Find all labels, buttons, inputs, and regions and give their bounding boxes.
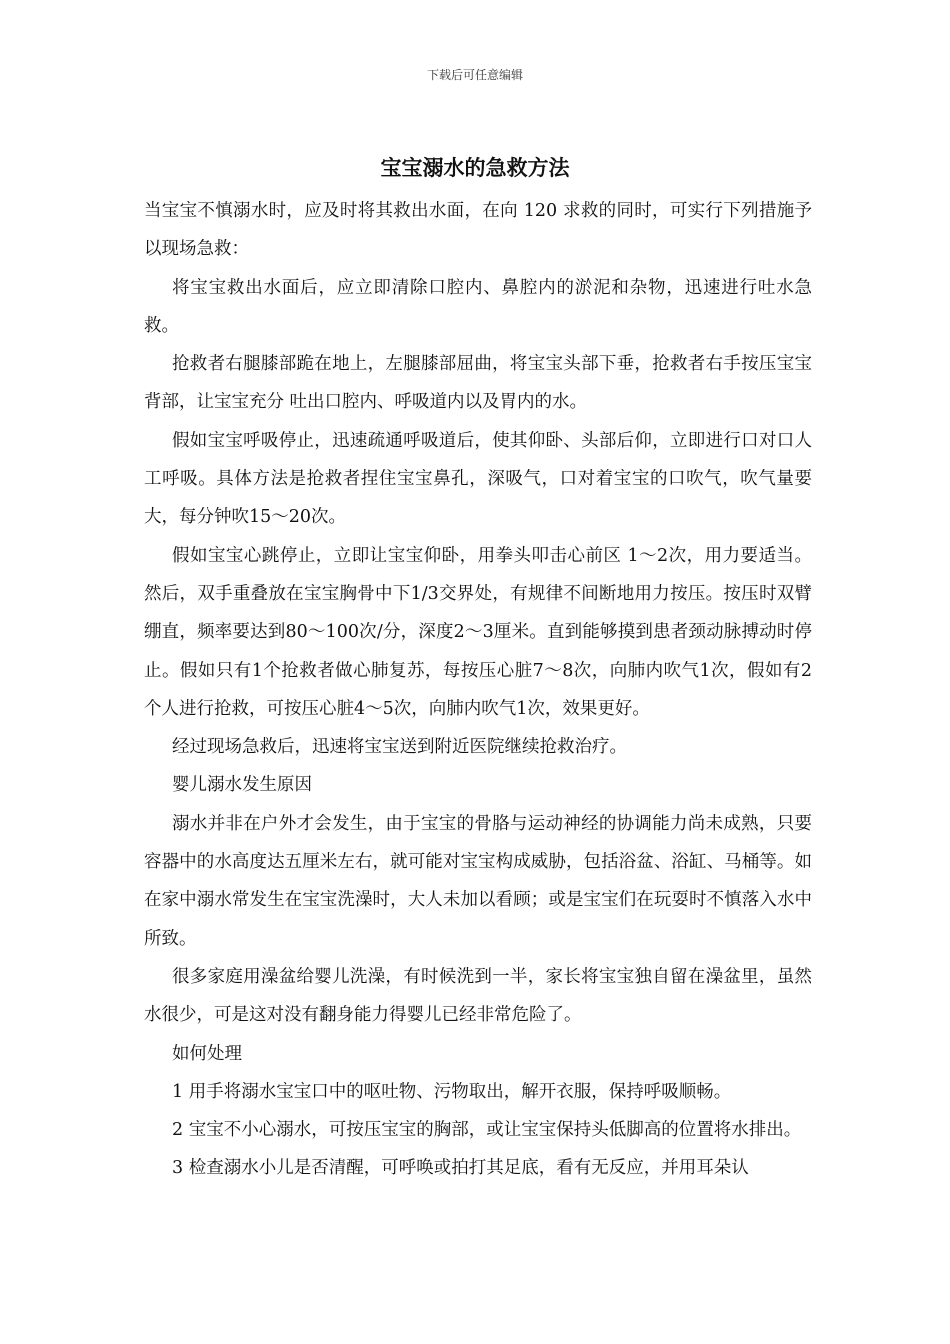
list-item: 3 检查溺水小儿是否清醒，可呼唤或拍打其足底，看有无反应，并用耳朵认 [172,1158,749,1179]
section-heading: 如何处理 [172,1043,242,1064]
list-item: 1 用手将溺水宝宝口中的呕吐物、污物取出，解开衣服，保持呼吸顺畅。 [172,1081,732,1102]
paragraph: 很多家庭用澡盆给婴儿洗澡，有时候洗到一半，家长将宝宝独自留在澡盆里，虽然水很少，可是这对没有翻身能力得婴儿已经非常危险了。 [144,966,812,1026]
header-note: 下载后可任意编辑 [426,68,523,82]
paragraph: 经过现场急救后，迅速将宝宝送到附近医院继续抢救治疗。 [172,737,627,758]
paragraph: 假如宝宝呼吸停止，迅速疏通呼吸道后，使其仰卧、头部后仰，立即进行口对口人工呼吸。具体方法是抢救者捏住宝宝鼻孔，深吸气，口对着宝宝的口吹气，吹气量要大，每分钟吹15～20次。 [144,430,812,528]
paragraph: 假如宝宝心跳停止，立即让宝宝仰卧，用拳头叩击心前区 1～2次，用力要适当。然后，双手重叠放在宝宝胸骨中下1/3交界处，有规律不间断地用力按压。按压时双臂绷直，频率要达到80～100次/分，深度2～3厘米。直到能够摸到患者颈动脉搏动时停止。假如只有1个抢救者做心肺复苏，每按压心脏7～8次，向肺内吹气1次，假如有2个人进行抢救，可按压心脏4～5次，向肺内吹气1次，效果更好。 [144,545,812,719]
list-item: 2 宝宝不小心溺水，可按压宝宝的胸部，或让宝宝保持头低脚高的位置将水排出。 [172,1120,802,1141]
section-heading: 婴儿溺水发生原因 [172,775,312,796]
paragraph: 将宝宝救出水面后，应立即清除口腔内、鼻腔内的淤泥和杂物，迅速进行吐水急救。 [144,277,812,336]
paragraph: 溺水并非在户外才会发生，由于宝宝的骨胳与运动神经的协调能力尚未成熟，只要容器中的水高度达五厘米左右，就可能对宝宝构成威胁，包括浴盆、浴缸、马桶等。如在家中溺水常发生在宝宝洗澡时，大人未加以看顾；或是宝宝们在玩耍时不慎落入水中所致。 [144,813,812,949]
paragraph: 当宝宝不慎溺水时，应及时将其救出水面，在向 120 求救的同时，可实行下列措施予以现场急救： [144,201,812,260]
document-body [144,192,812,1188]
paragraph: 抢救者右腿膝部跪在地上，左腿膝部屈曲，将宝宝头部下垂，抢救者右手按压宝宝背部，让宝宝充分 吐出口腔内、呼吸道内以及胃内的水。 [144,354,812,413]
document-title: 宝宝溺水的急救方法 [380,156,570,180]
